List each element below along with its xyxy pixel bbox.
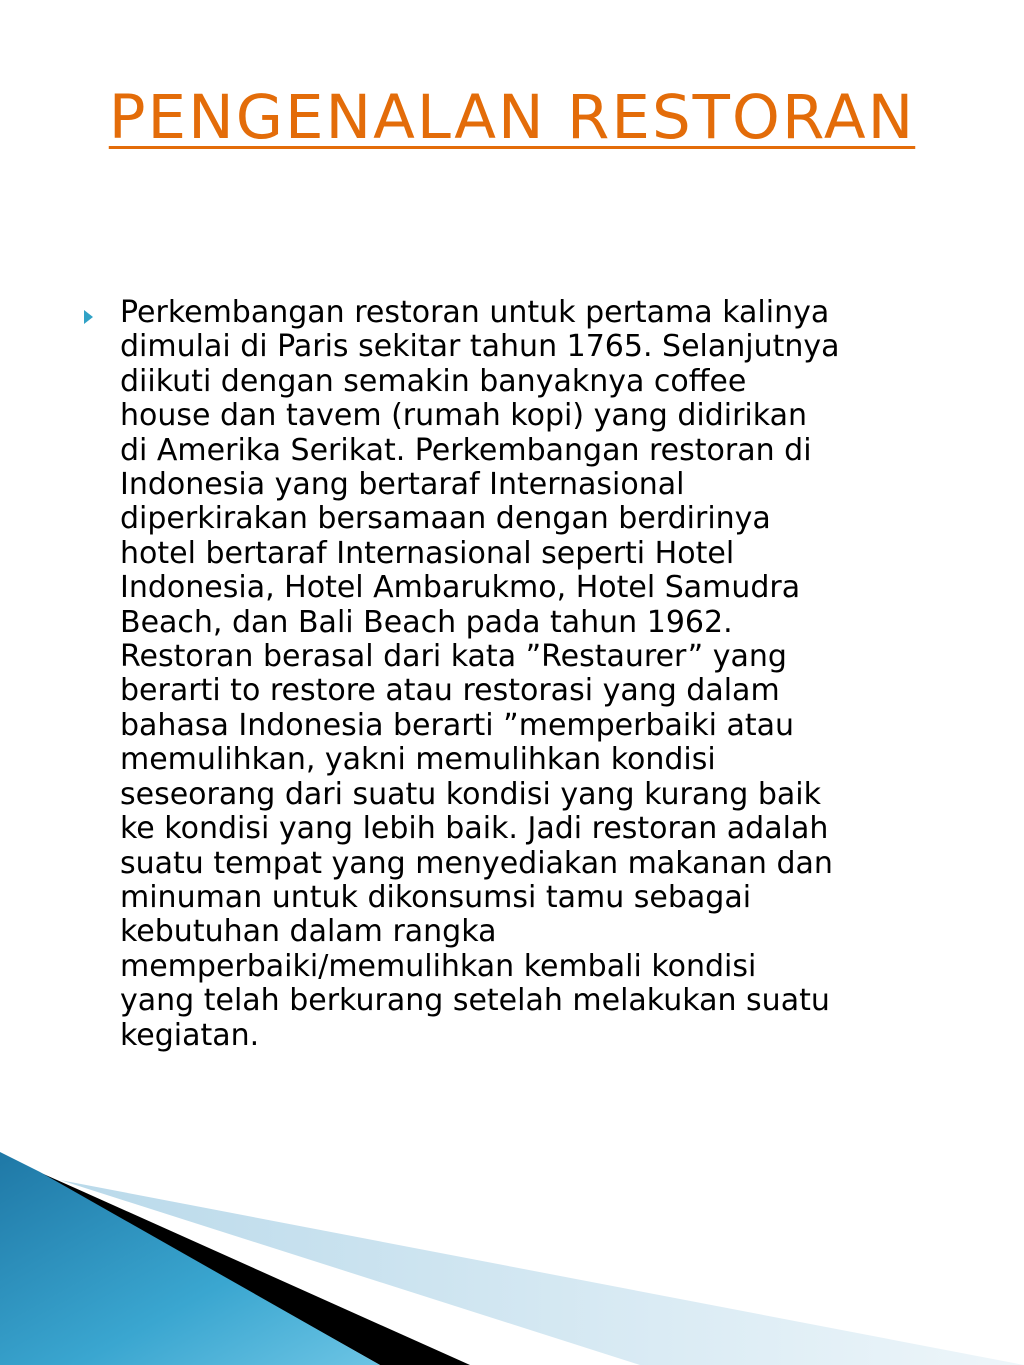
triangle-bullet-icon bbox=[84, 310, 93, 324]
bullet-text: Perkembangan restoran untuk pertama kalinya dimulai di Paris sekitar tahun 1765. Selanjutnya diikuti dengan semakin banyaknya coffee house dan tavem (rumah kopi) yang didirikan di Amerika Serikat. Perkembangan restoran di Indonesia yang bertaraf Internasional diperkirakan bersamaan dengan berdirinya hotel bertaraf Internasional seperti Hotel Indonesia, Hotel Ambarukmo, Hotel Samudra Beach, dan Bali Beach pada tahun 1962. Restoran berasal dari kata ”Restaurer” yang berarti to restore atau restorasi yang dalam bahasa Indonesia berarti ”memperbaiki atau memulihkan, yakni memulihkan kondisi seseorang dari suatu kondisi yang kurang baik ke kondisi yang lebih baik. Jadi restoran adalah suatu tempat yang menyediakan makanan dan minuman untuk dikonsumsi tamu sebagai kebutuhan dalam rangka memperbaiki/memulihkan kembali kondisi yang telah berkurang setelah melakukan suatu kegiatan. bbox=[120, 295, 840, 1053]
corner-wave-decoration bbox=[0, 1140, 1024, 1365]
bullet-item bbox=[84, 296, 964, 1053]
slide-title: PENGENALAN RESTORAN bbox=[108, 82, 916, 153]
